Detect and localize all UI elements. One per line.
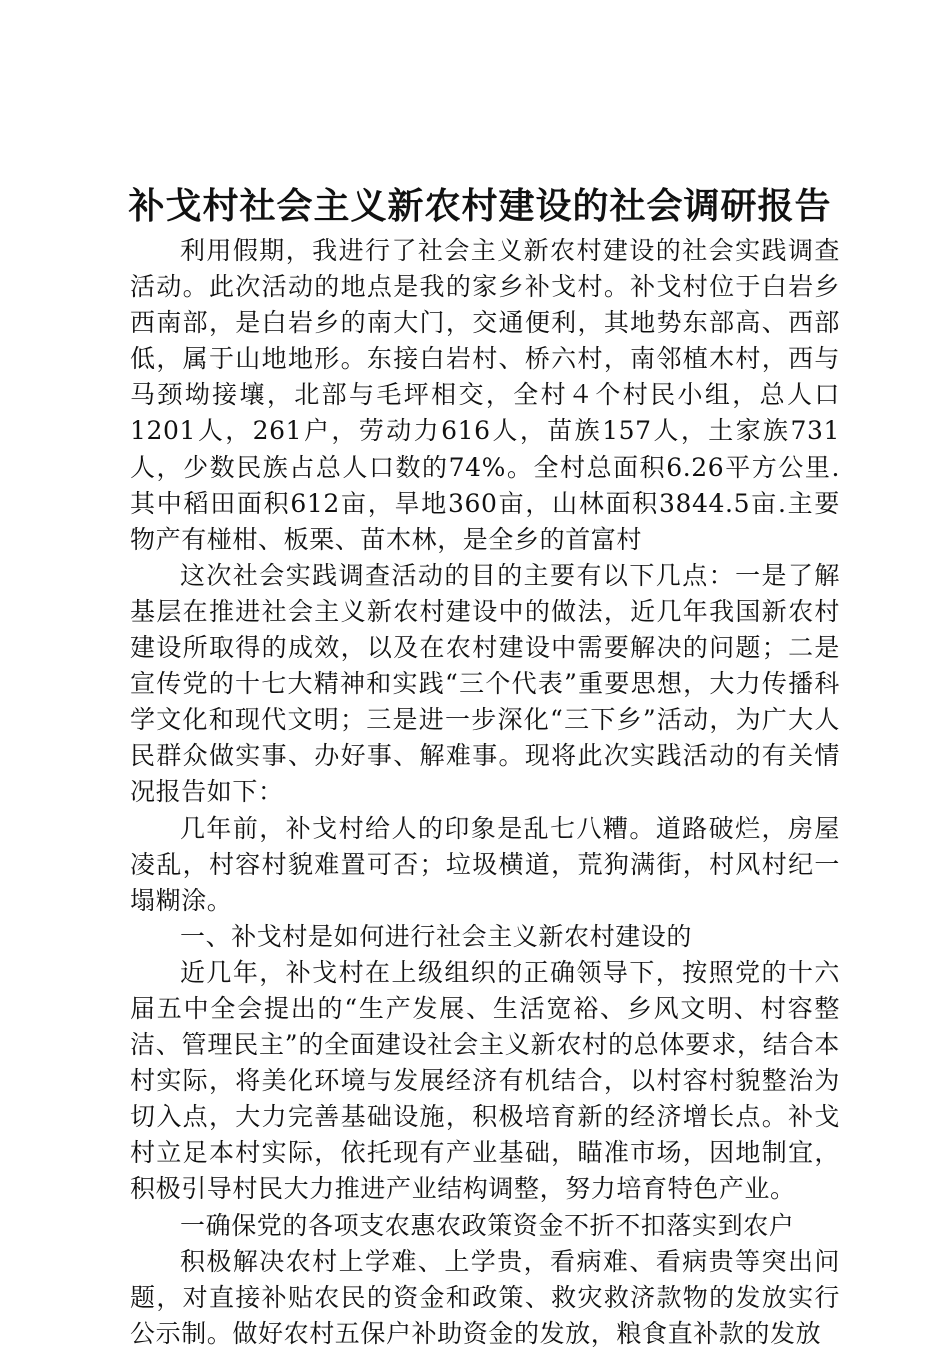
section-heading-1: 一、补戈村是如何进行社会主义新农村建设的: [180, 921, 693, 951]
paragraph-policy: 积极解决农村上学难、上学贵，看病难、看病贵等突出问题，对直接补贴农民的资金和政策、救灾救济款物的发放实行公示制。做好农村五保户补助资金的发放，粮食直补款的发放: [130, 1246, 840, 1348]
document-body: [130, 233, 840, 1352]
paragraph-purpose: 这次社会实践调查活动的目的主要有以下几点：一是了解基层在推进社会主义新农村建设中的做法，近几年我国新农村建设所取得的成效，以及在农村建设中需要解决的问题；二是宣传党的十七大精神和实践“三个代表”重要思想，大力传播科学文化和现代文明；三是进一步深化“三下乡”活动，为广大人民群众做实事、办好事、解难事。现将此次实践活动的有关情况报告如下：: [130, 560, 840, 807]
paragraph-past-impression: 几年前，补戈村给人的印象是乱七八糟。道路破烂，房屋凌乱，村容村貌难置可否；垃圾横道，荒狗满街，村风村纪一塌糊涂。: [130, 813, 840, 915]
document-title: 补戈村社会主义新农村建设的社会调研报告: [128, 186, 832, 227]
paragraph-intro: 利用假期，我进行了社会主义新农村建设的社会实践调查活动。此次活动的地点是我的家乡补戈村。补戈村位于白岩乡西南部，是白岩乡的南大门，交通便利，其地势东部高、西部低，属于山地地形。东接白岩村、桥六村，南邻植木村，西与马颈坳接壤，北部与毛坪相交，全村４个村民小组，总人口1201人，261户，劳动力616人，苗族157人，土家族731人，少数民族占总人口数的74%。全村总面积6.26平方公里.其中稻田面积612亩，旱地360亩，山林面积3844.5亩.主要物产有椪柑、板栗、苗木林，是全乡的首富村: [130, 236, 840, 554]
subsection-heading-1: 一确保党的各项支农惠农政策资金不折不扣落实到农户: [180, 1210, 795, 1240]
paragraph-recent-years: 近几年，补戈村在上级组织的正确领导下，按照党的十六届五中全会提出的“生产发展、生活宽裕、乡风文明、村容整洁、管理民主”的全面建设社会主义新农村的总体要求，结合本村实际，将美化环境与发展经济有机结合，以村容村貌整治为切入点，大力完善基础设施，积极培育新的经济增长点。补戈村立足本村实际，依托现有产业基础，瞄准市场，因地制宜，积极引导村民大力推进产业结构调整，努力培育特色产业。: [130, 957, 840, 1204]
